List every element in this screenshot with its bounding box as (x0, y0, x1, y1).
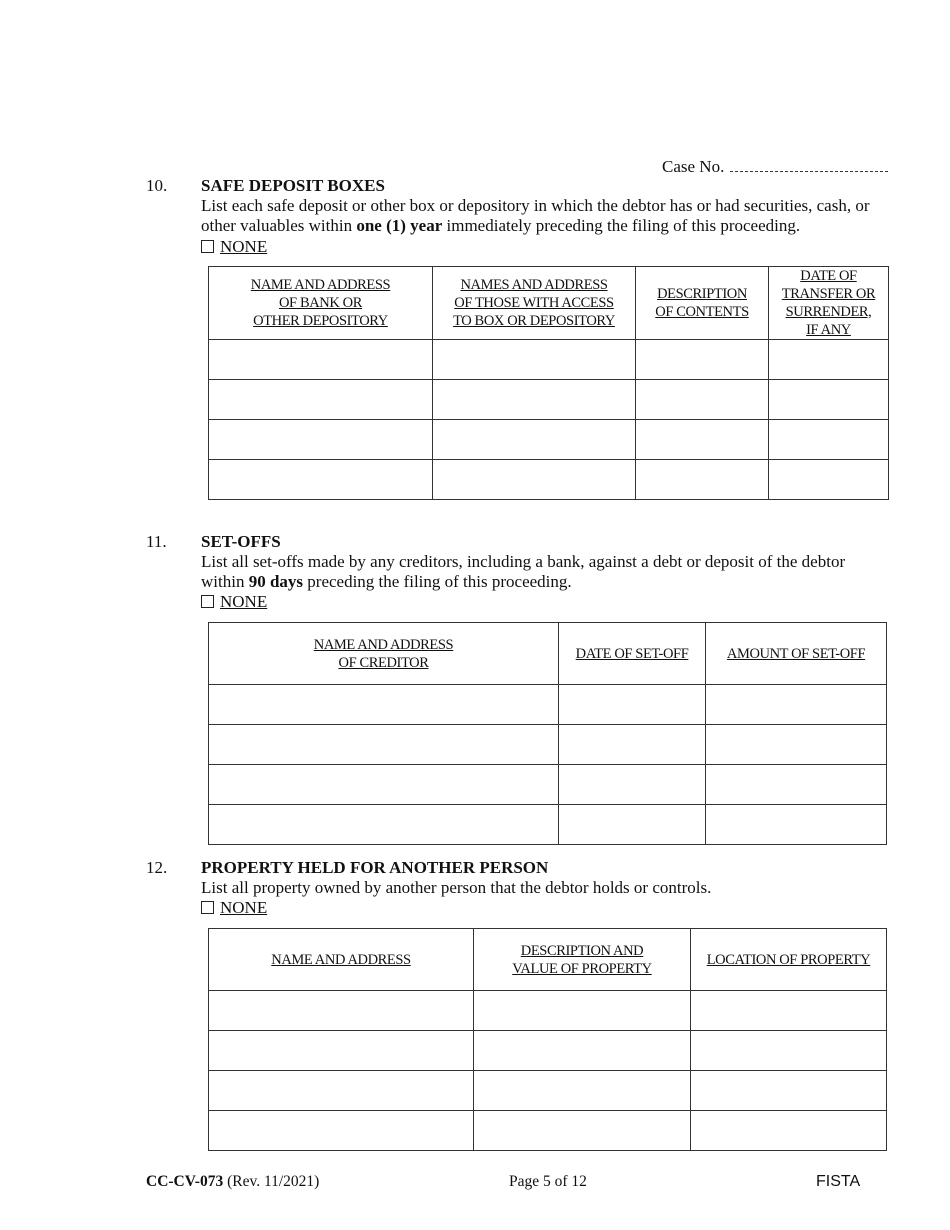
column-header: DATE OF TRANSFER OR SURRENDER, IF ANY (769, 267, 889, 340)
table-cell[interactable] (706, 685, 887, 725)
table-cell[interactable] (209, 1071, 474, 1111)
table-cell[interactable] (559, 685, 706, 725)
table-cell[interactable] (209, 340, 433, 380)
table-cell[interactable] (636, 340, 769, 380)
table-cell[interactable] (691, 991, 887, 1031)
none-label: NONE (220, 237, 268, 256)
section-11-title: SET-OFFS (201, 532, 281, 551)
section-12-description: List all property owned by another person that the debtor holds or controls. (201, 878, 712, 897)
section-11-number: 11. (146, 532, 167, 551)
section-12-title: PROPERTY HELD FOR ANOTHER PERSON (201, 858, 549, 877)
table-row (209, 765, 887, 805)
table-row (209, 805, 887, 845)
set-offs-table (208, 622, 887, 845)
table-row (209, 991, 887, 1031)
table-cell[interactable] (209, 805, 559, 845)
column-header: NAME AND ADDRESS OF CREDITOR (209, 623, 559, 685)
table-cell[interactable] (769, 460, 889, 500)
table-cell[interactable] (559, 725, 706, 765)
table-cell[interactable] (559, 765, 706, 805)
column-header: NAMES AND ADDRESS OF THOSE WITH ACCESS TO BOX OR DEPOSITORY (433, 267, 636, 340)
table-cell[interactable] (209, 991, 474, 1031)
table-cell[interactable] (433, 340, 636, 380)
none-label: NONE (220, 898, 268, 917)
column-header: NAME AND ADDRESS OF BANK OR OTHER DEPOSITORY (209, 267, 433, 340)
section-10-title: SAFE DEPOSIT BOXES (201, 176, 385, 195)
column-header: DESCRIPTION OF CONTENTS (636, 267, 769, 340)
table-cell[interactable] (209, 1111, 474, 1151)
table-cell[interactable] (474, 1111, 691, 1151)
table-cell[interactable] (691, 1031, 887, 1071)
table-row (209, 340, 889, 380)
section-11-none-option[interactable] (201, 592, 267, 612)
table-cell[interactable] (209, 725, 559, 765)
table-cell[interactable] (706, 805, 887, 845)
table-cell[interactable] (209, 765, 559, 805)
page-number: Page 5 of 12 (509, 1173, 587, 1190)
none-checkbox[interactable] (201, 901, 214, 914)
table-cell[interactable] (636, 420, 769, 460)
table-row (209, 380, 889, 420)
safe-deposit-table (208, 266, 889, 500)
property-held-table (208, 928, 887, 1151)
table-cell[interactable] (209, 380, 433, 420)
table-cell[interactable] (559, 805, 706, 845)
table-cell[interactable] (209, 420, 433, 460)
section-10-description: List each safe deposit or other box or depository in which the debtor has or had securities, cash, or other valuables within one (1) year immediately preceding the filing of this proceeding. (201, 196, 870, 235)
table-cell[interactable] (474, 1071, 691, 1111)
table-row (209, 420, 889, 460)
section-11-description: List all set-offs made by any creditors, including a bank, against a debt or deposit of the debtor within 90 days preceding the filing of this proceeding. (201, 552, 846, 591)
table-cell[interactable] (474, 991, 691, 1031)
table-row (209, 685, 887, 725)
table-row (209, 1031, 887, 1071)
table-cell[interactable] (691, 1111, 887, 1151)
none-checkbox[interactable] (201, 240, 214, 253)
fista-label: FISTA (816, 1173, 861, 1190)
table-cell[interactable] (209, 1031, 474, 1071)
none-label: NONE (220, 592, 268, 611)
section-12-none-option[interactable] (201, 898, 267, 918)
table-cell[interactable] (769, 380, 889, 420)
table-cell[interactable] (433, 380, 636, 420)
section-12-number: 12. (146, 858, 168, 877)
column-header: NAME AND ADDRESS (209, 929, 474, 991)
table-cell[interactable] (636, 380, 769, 420)
table-cell[interactable] (433, 420, 636, 460)
table-cell[interactable] (769, 340, 889, 380)
column-header: DESCRIPTION AND VALUE OF PROPERTY (474, 929, 691, 991)
none-checkbox[interactable] (201, 595, 214, 608)
section-10-number: 10. (146, 176, 168, 195)
table-cell[interactable] (769, 420, 889, 460)
case-number (662, 157, 888, 177)
column-header: DATE OF SET-OFF (559, 623, 706, 685)
table-row (209, 460, 889, 500)
form-id: CC-CV-073 (Rev. 11/2021) (146, 1173, 320, 1190)
table-cell[interactable] (209, 685, 559, 725)
table-row (209, 1071, 887, 1111)
column-header: AMOUNT OF SET-OFF (706, 623, 887, 685)
table-cell[interactable] (706, 725, 887, 765)
section-10-none-option[interactable] (201, 237, 267, 257)
table-cell[interactable] (209, 460, 433, 500)
case-number-field[interactable] (730, 157, 888, 172)
table-cell[interactable] (706, 765, 887, 805)
table-cell[interactable] (691, 1071, 887, 1111)
table-row (209, 1111, 887, 1151)
table-cell[interactable] (474, 1031, 691, 1071)
table-row (209, 725, 887, 765)
table-cell[interactable] (636, 460, 769, 500)
case-number-label: Case No. (662, 157, 725, 176)
table-cell[interactable] (433, 460, 636, 500)
column-header: LOCATION OF PROPERTY (691, 929, 887, 991)
